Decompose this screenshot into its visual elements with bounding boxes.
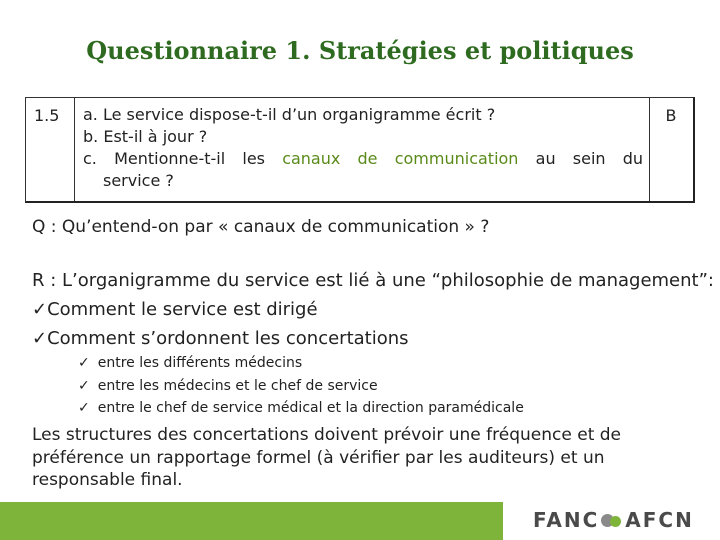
grade-cell: B bbox=[665, 106, 677, 125]
logo-text-left: FANC bbox=[533, 508, 600, 532]
answer-block bbox=[32, 266, 712, 353]
sub-check-label: entre le chef de service médical et la direction paramédicale bbox=[97, 400, 524, 416]
sub-check-item bbox=[78, 397, 524, 420]
answer-check-label: Comment s’ordonnent les concertations bbox=[47, 328, 409, 349]
question-item-c bbox=[83, 148, 643, 170]
question-item-c-prefix: c. Mentionne-t-il les bbox=[83, 149, 283, 168]
sub-check-item bbox=[78, 375, 524, 398]
check-icon: ✓ bbox=[32, 328, 48, 349]
answer-check-label: Comment le service est dirigé bbox=[47, 299, 318, 320]
check-icon: ✓ bbox=[32, 299, 48, 320]
question-item-c-continuation: service ? bbox=[103, 171, 174, 190]
logo-atom-icon bbox=[601, 510, 623, 530]
sub-check-item bbox=[78, 352, 524, 375]
question-item-a: a. Le service dispose-t-il d’un organigramme écrit ? bbox=[83, 105, 496, 124]
footer-bar bbox=[0, 502, 503, 540]
question-number: 1.5 bbox=[26, 98, 75, 201]
check-icon: ✓ bbox=[78, 400, 90, 416]
sub-check-label: entre les médecins et le chef de service bbox=[97, 377, 378, 394]
slide-title: Questionnaire 1. Stratégies et politiques bbox=[86, 36, 634, 65]
question-table bbox=[25, 97, 695, 203]
question-item-b: b. Est-il à jour ? bbox=[83, 127, 208, 146]
check-icon: ✓ bbox=[78, 355, 90, 371]
fanc-afcn-logo bbox=[533, 505, 694, 535]
logo-text-right: AFCN bbox=[625, 508, 694, 532]
question-items bbox=[75, 98, 650, 201]
final-paragraph: Les structures des concertations doivent prévoir une fréquence et de préférence un rapportage formel (à vérifier par les auditeurs) et un responsable final. bbox=[32, 425, 622, 490]
check-icon: ✓ bbox=[78, 377, 90, 394]
answer-check-item bbox=[32, 324, 712, 353]
answer-check-item bbox=[32, 295, 712, 324]
answer-intro: R : L’organigramme du service est lié à une “philosophie de management”: bbox=[32, 270, 714, 291]
sub-check-label: entre les différents médecins bbox=[97, 355, 303, 371]
question-item-c-suffix: au sein du bbox=[518, 149, 644, 168]
sub-check-list bbox=[78, 352, 524, 420]
question-item-c-highlight: canaux de communication bbox=[282, 149, 519, 168]
question-text: Q : Qu’entend-on par « canaux de communication » ? bbox=[32, 217, 490, 237]
